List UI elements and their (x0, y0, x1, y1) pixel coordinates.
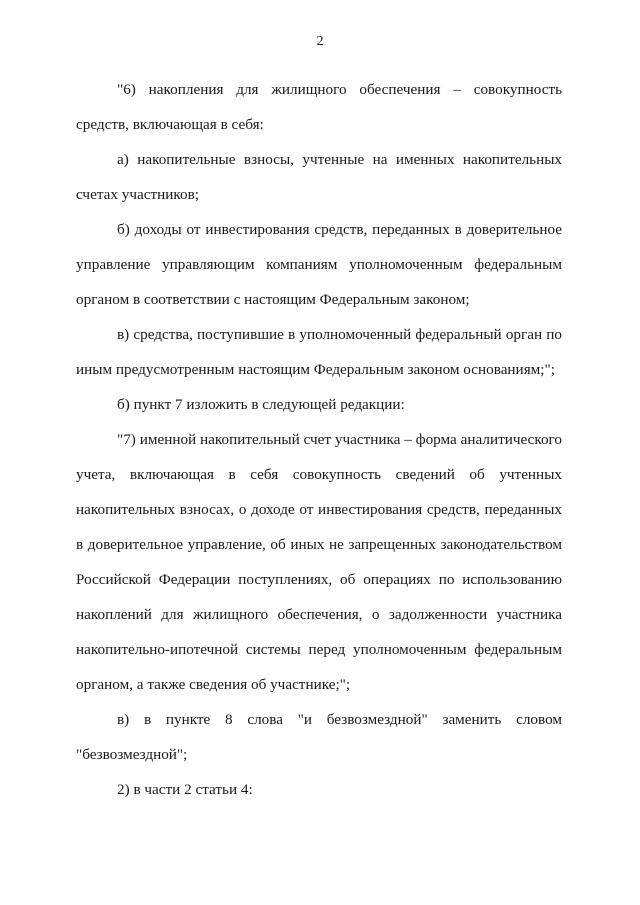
paragraph-4: в) средства, поступившие в уполномоченный федеральный орган по иным предусмотренным настоящим Федеральным законом основаниям;"; (76, 326, 562, 378)
document-body (76, 72, 562, 807)
paragraph-1: "6) накопления для жилищного обеспечения – совокупность средств, включающая в себя: (76, 81, 562, 133)
paragraph-3: б) доходы от инвестирования средств, переданных в доверительное управление управляющим компаниям уполномоченным федеральным органом в соответствии с настоящим Федеральным законом; (76, 221, 562, 308)
paragraph-7: в) в пункте 8 слова "и безвозмездной" заменить словом "безвозмездной"; (76, 711, 562, 763)
paragraph-8: 2) в части 2 статьи 4: (117, 781, 253, 798)
paragraph-5: б) пункт 7 изложить в следующей редакции: (117, 396, 405, 413)
paragraph-6: "7) именной накопительный счет участника – форма аналитического учета, включающая в себя совокупность сведений об учтенных накопительных взносах, о доходе от инвестирования средств, переданных в доверительное управление, об иных не запрещенных законодательством Российской Федерации поступлениях, об операциях по использованию накоплений для жилищного обеспечения, о задолженности участника накопительно-ипотечной системы перед уполномоченным федеральным органом, а также сведения об участнике;"; (76, 431, 562, 693)
page-number: 2 (316, 34, 324, 49)
paragraph-2: а) накопительные взносы, учтенные на именных накопительных счетах участников; (76, 151, 562, 203)
